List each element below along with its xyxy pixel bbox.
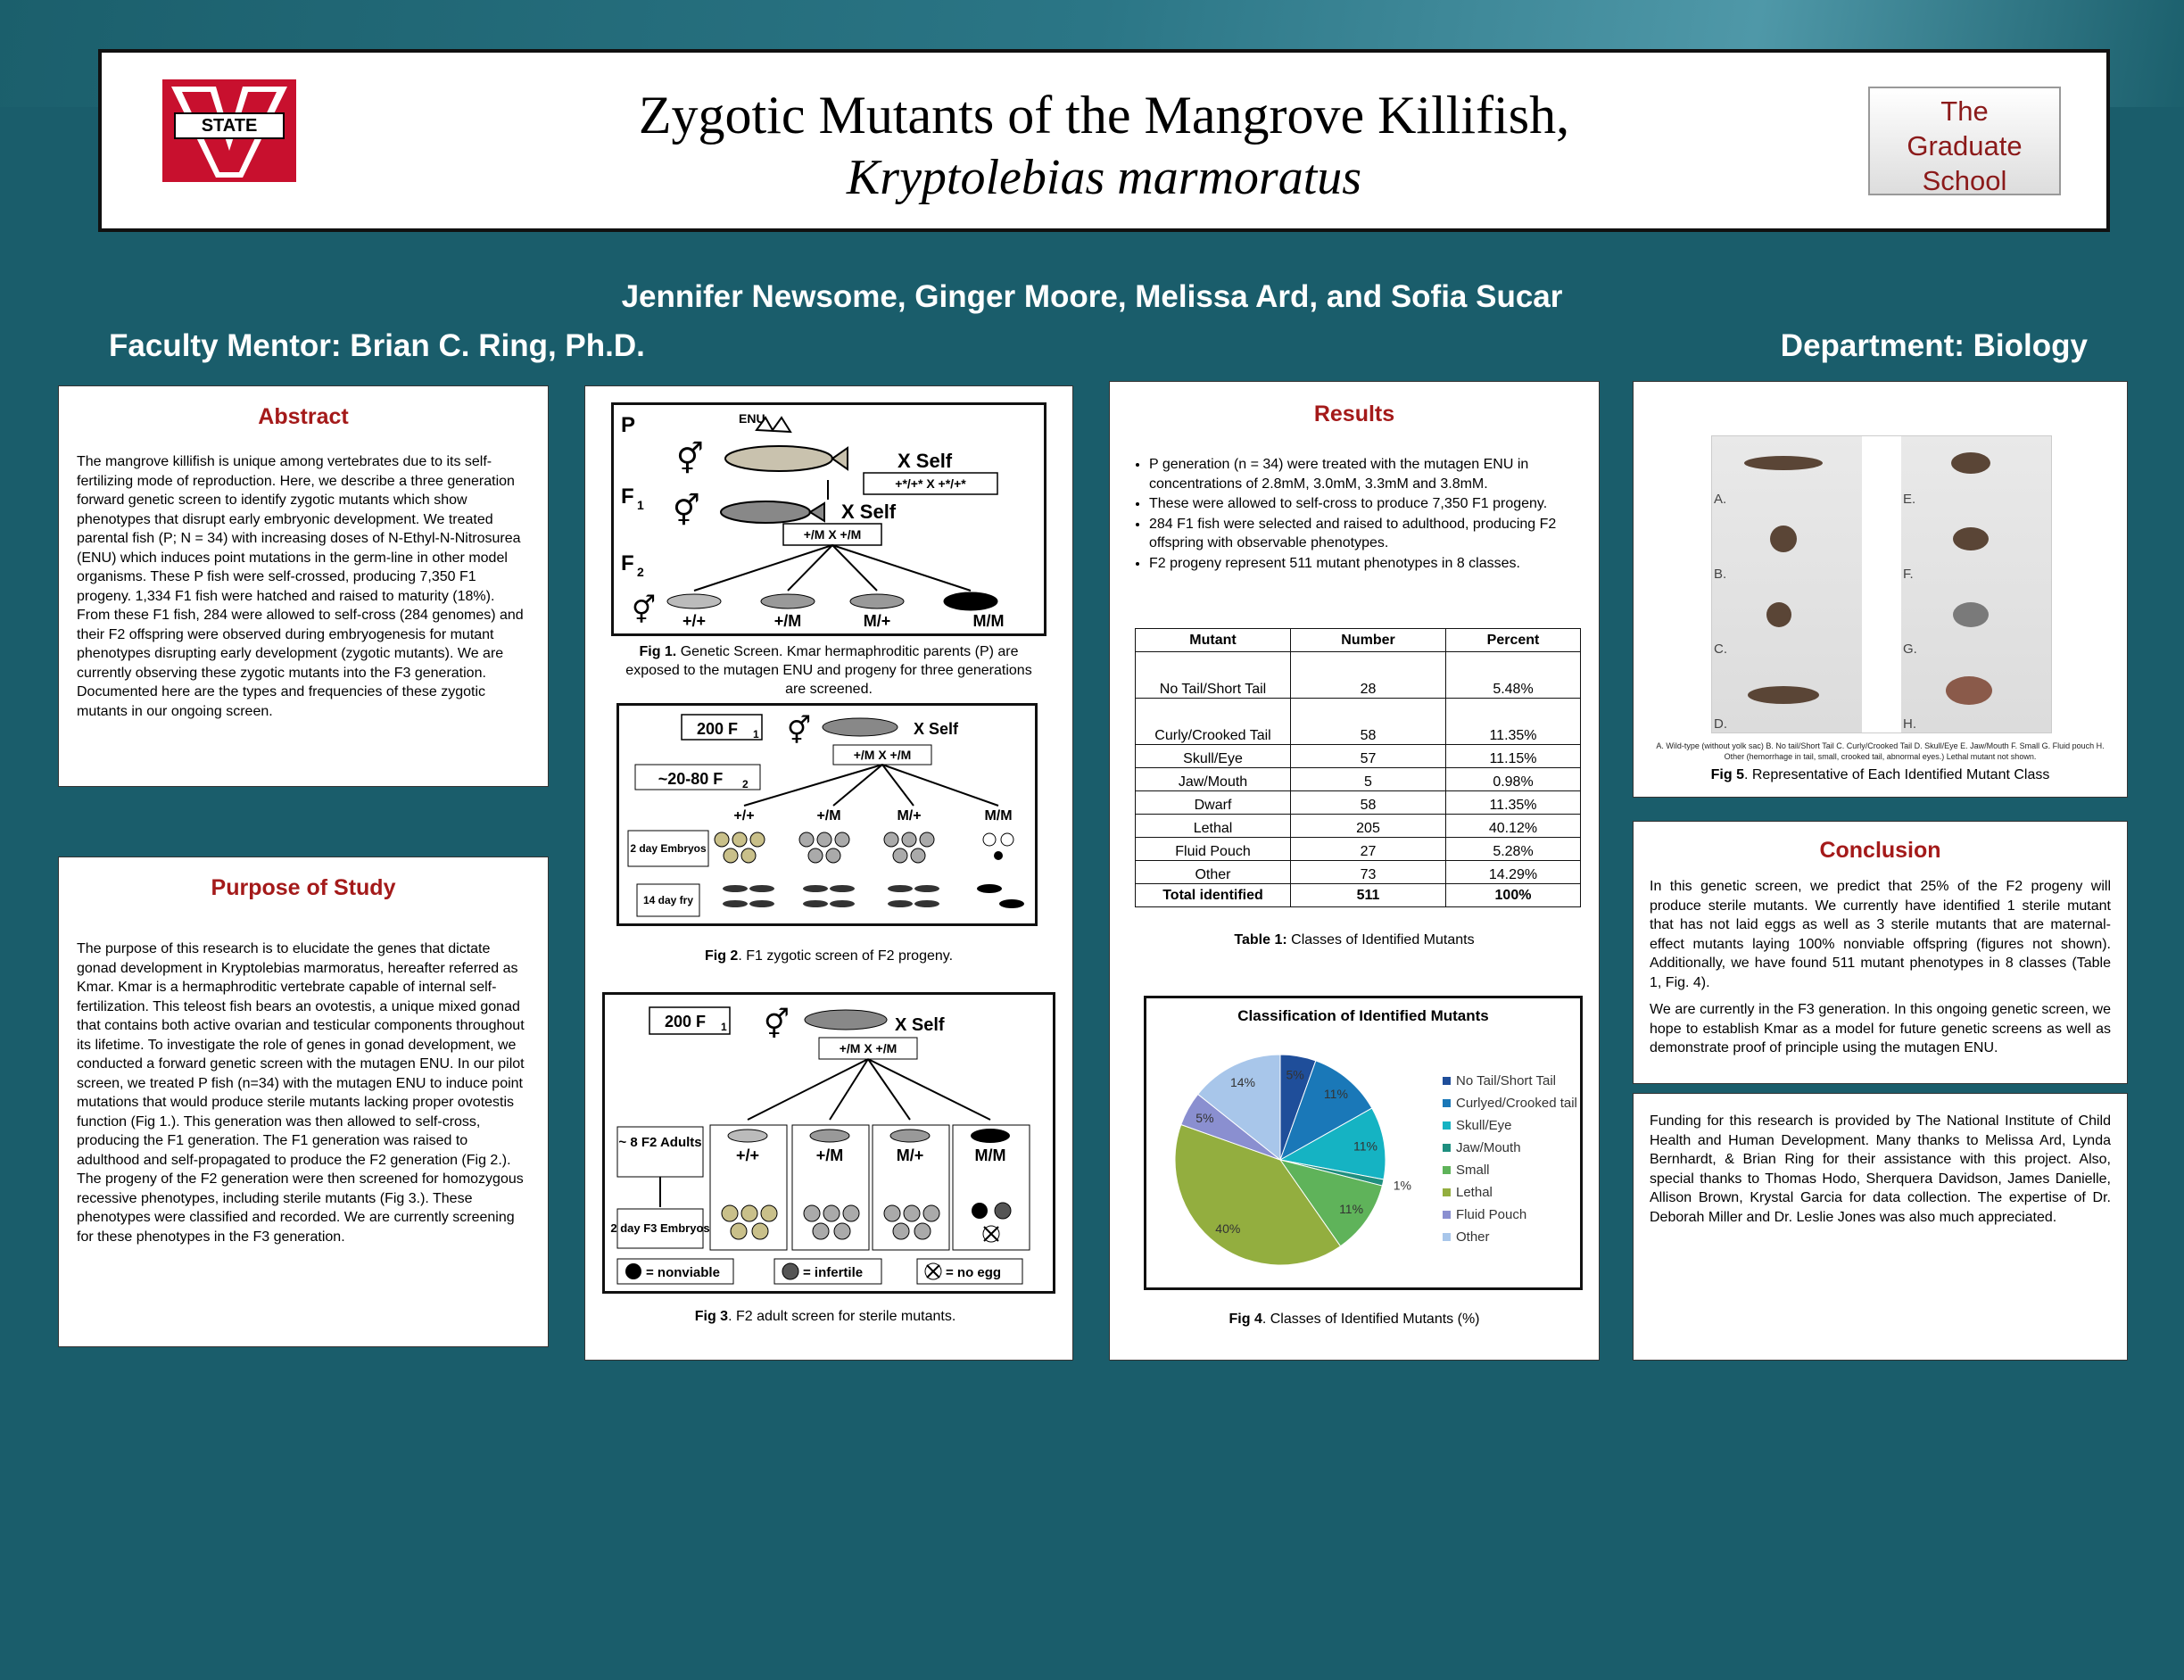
results-bullet-1: • P generation (n = 34) were treated with the mutagen ENU in concentrations of 2.8mM, 3.0mM, 3.3mM and 3.8mM. — [1149, 455, 1584, 493]
fig3-fish-3 — [890, 1130, 930, 1142]
fig1-fish-p-tail — [832, 448, 848, 469]
conclusion-panel — [1633, 821, 2128, 1084]
poster-title-line2: Kryptolebias marmoratus — [846, 150, 1362, 205]
fig1-label-f2: F — [621, 551, 634, 575]
fig5-label-a: A. — [1714, 492, 1727, 507]
fig5-label-b: B. — [1714, 567, 1727, 582]
table-cell-number: 27 — [1291, 838, 1446, 861]
fig2-xself: X Self — [914, 720, 959, 738]
fig3-adult-screen — [602, 992, 1055, 1294]
fig1-hermaphrodite-icon: ⚥ — [676, 443, 704, 476]
table-cell-percent: 11.35% — [1446, 791, 1581, 815]
fig2-geno-1: +/+ — [733, 808, 755, 823]
fig5-photo-grid — [1711, 435, 2052, 733]
fig3-cross: +/M X +/M — [839, 1041, 898, 1055]
legend-label: No Tail/Short Tail — [1456, 1073, 1557, 1088]
fig1-hermaphrodite-icon-3: ⚥ — [632, 596, 657, 625]
fig3-legend-infertile: = infertile — [803, 1265, 864, 1280]
fig3-caption: Fig 3. F2 adult screen for sterile mutants. — [694, 1309, 956, 1324]
results-bullet-2: • These were allowed to self-cross to produce 7,350 F1 progeny. — [1149, 494, 1584, 514]
embryo-h — [1946, 676, 1992, 705]
legend-label: Fluid Pouch — [1456, 1207, 1527, 1222]
fig1-hermaphrodite-icon-2: ⚥ — [673, 494, 700, 528]
legend-entry — [1443, 1070, 1577, 1092]
table-cell-number: 205 — [1291, 815, 1446, 838]
fig1-fish-f2-1 — [667, 594, 721, 608]
table-header-mutant: Mutant — [1136, 629, 1291, 652]
fig1-label-p: P — [621, 413, 636, 437]
embryo-d — [1748, 686, 1819, 704]
fig5-panel — [1633, 381, 2128, 798]
fig3-fish-4 — [971, 1129, 1010, 1143]
fig2-hermaphrodite-icon: ⚥ — [787, 716, 812, 746]
table-total-row — [1136, 884, 1581, 907]
graduate-school-logo — [1868, 87, 2061, 195]
table-cell-mutant: No Tail/Short Tail — [1136, 652, 1291, 699]
fig2-cross: +/M X +/M — [853, 748, 912, 762]
fig1-fish-f2-4 — [944, 592, 997, 610]
fig2-stage1: 2 day Embryos — [630, 842, 707, 855]
pie-data-label-4: 1% — [1393, 1178, 1411, 1193]
legend-entry — [1443, 1137, 1577, 1159]
fig3-adults: ~ 8 F2 Adults — [618, 1135, 702, 1150]
legend-label: Small — [1456, 1163, 1490, 1178]
pie-legend — [1443, 1070, 1577, 1248]
conclusion-p2: We are currently in the F3 generation. In this ongoing genetic screen, we hope to establish Kmar as a model for future genetic screens as well as demonstrate proof of principle using the mutagen ENU. — [1650, 1002, 2111, 1055]
grad-line-3: School — [1922, 165, 2007, 196]
embryo-g — [1953, 602, 1989, 627]
department: Department: Biology — [1780, 328, 2088, 363]
table-cell-percent: 11.35% — [1446, 699, 1581, 745]
fig5-label-h: H. — [1903, 716, 1916, 732]
fig3-geno-2: +/M — [815, 1146, 844, 1164]
table-total-percent: 100% — [1446, 884, 1581, 907]
fig2-branch-1 — [744, 765, 882, 806]
table-cell-number: 58 — [1291, 791, 1446, 815]
table-cell-mutant: Jaw/Mouth — [1136, 768, 1291, 791]
purpose-heading: Purpose of Study — [211, 875, 396, 900]
fig2-geno-3: M/+ — [897, 808, 922, 823]
funding-panel — [1633, 1093, 2128, 1361]
table-total-number: 511 — [1291, 884, 1446, 907]
table-cell-percent: 11.15% — [1446, 745, 1581, 768]
fig2-geno-2: +/M — [816, 808, 841, 823]
embryo-a — [1744, 456, 1823, 470]
table-row — [1136, 652, 1581, 699]
results-bullet-3: • 284 F1 fish were selected and raised to adulthood, producing F2 offspring with observable phenotypes. — [1149, 515, 1584, 553]
fig2-branch-4 — [882, 765, 998, 806]
fig2-embryo-group-1 — [715, 832, 765, 863]
table-cell-mutant: Fluid Pouch — [1136, 838, 1291, 861]
fig1-fish-f2-3 — [850, 594, 904, 608]
fig2-embryo-group-3 — [884, 832, 934, 863]
legend-entry — [1443, 1092, 1577, 1114]
pie-data-label-1: 5% — [1286, 1067, 1304, 1082]
legend-label: Jaw/Mouth — [1456, 1140, 1521, 1155]
fig1-enu-label: ENU — [739, 411, 765, 426]
fig3-geno-3: M/+ — [896, 1146, 924, 1164]
fig2-f1-screen — [616, 703, 1038, 926]
legend-entry — [1443, 1114, 1577, 1137]
table-row — [1136, 745, 1581, 768]
pie-data-label-2: 11% — [1323, 1087, 1348, 1102]
fig1-fish-f1-tail — [810, 503, 824, 521]
table-row — [1136, 768, 1581, 791]
legend-swatch — [1443, 1077, 1451, 1085]
fig1-geno-3: M/+ — [863, 612, 891, 630]
fig1-geno-4: M/M — [972, 612, 1005, 630]
logo-text: STATE — [201, 116, 258, 136]
table-cell-mutant: Lethal — [1136, 815, 1291, 838]
legend-label: Other — [1456, 1229, 1490, 1245]
fig5-label-e: E. — [1903, 492, 1916, 507]
fig3-legend-nonviable: = nonviable — [646, 1265, 720, 1280]
fig1-cross2: +/M X +/M — [803, 527, 862, 542]
legend-swatch — [1443, 1121, 1451, 1130]
fig5-label-f: F. — [1903, 567, 1914, 582]
legend-entry — [1443, 1181, 1577, 1204]
funding-text: Funding for this research is provided by The National Institute of Child Health and Human Development. Many thanks to Melissa Ard, Lynda Bernhardt, & Brian Ring for their assistance with this project. Also, special thanks to Thomas Hodo, Sherquera Davidson, James Danielle, Allison Brown, Krystal Garcia for data collection. The expertise of Dr. Deborah Miller and Dr. Leslie Jones was also much appreciated. — [1650, 1113, 2111, 1225]
legend-entry — [1443, 1226, 1577, 1248]
table-cell-percent: 0.98% — [1446, 768, 1581, 791]
conclusion-heading: Conclusion — [1819, 838, 1941, 863]
legend-label: Skull/Eye — [1456, 1118, 1512, 1133]
table-cell-mutant: Dwarf — [1136, 791, 1291, 815]
legend-entry — [1443, 1204, 1577, 1226]
table-caption: Table 1: Classes of Identified Mutants — [1234, 932, 1475, 948]
fig1-diagram — [614, 405, 1044, 633]
fig3-col-3 — [873, 1125, 949, 1250]
pie-data-label-7: 5% — [1195, 1111, 1214, 1126]
poster-title-line1: Zygotic Mutants of the Mangrove Killifish, — [638, 86, 1570, 145]
fig4-caption: Fig 4. Classes of Identified Mutants (%) — [1228, 1312, 1480, 1327]
fig2-fish — [823, 718, 898, 736]
table-cell-number: 28 — [1291, 652, 1446, 699]
fig3-branch-4 — [868, 1059, 990, 1120]
table-cell-number: 58 — [1291, 699, 1446, 745]
table-row — [1136, 791, 1581, 815]
legend-entry — [1443, 1159, 1577, 1181]
fig3-legend-noegg: = no egg — [946, 1265, 1002, 1280]
table-body — [1136, 652, 1581, 907]
fig2-f1sub: 1 — [753, 728, 759, 741]
fig1-label-f1: F — [621, 484, 634, 509]
fig3-fish-1 — [728, 1130, 767, 1142]
fig1-cross1: +*/+* X +*/+* — [895, 476, 966, 491]
fig1-genetic-screen — [611, 402, 1046, 636]
conclusion-p1: In this genetic screen, we predict that 25% of the F2 progeny will produce sterile mutants. We currently have identified 1 sterile mutant that has not laid eggs as well as 3 sterile mutants that are maternal-effect mutants laying 100% nonviable offspring (figures not shown). Additionally, we have found 511 mutant phenotypes in 8 classes (Table 1, Fig. 4). — [1650, 879, 2111, 990]
table-cell-percent: 40.12% — [1446, 815, 1581, 838]
faculty-mentor: Faculty Mentor: Brian C. Ring, Ph.D. — [109, 328, 645, 363]
results-panel — [1109, 381, 1600, 1361]
fig1-xself-1: X Self — [898, 450, 953, 472]
legend-swatch — [1443, 1144, 1451, 1152]
fig3-geno-1: +/+ — [735, 1146, 760, 1164]
grad-line-1: The — [1940, 95, 1989, 127]
fig3-col-1 — [710, 1125, 787, 1250]
fig1-fish-f1 — [721, 501, 810, 523]
legend-swatch — [1443, 1211, 1451, 1219]
table-cell-number: 5 — [1291, 768, 1446, 791]
fig1-fish-p — [725, 446, 832, 471]
authors: Jennifer Newsome, Ginger Moore, Melissa Ard, and Sofia Sucar — [621, 279, 1563, 314]
pie-data-label-5: 11% — [1339, 1202, 1364, 1217]
fig3-embryos: 2 day F3 Embryos — [610, 1221, 710, 1235]
embryo-b — [1770, 526, 1797, 552]
grad-line-2: Graduate — [1907, 130, 2023, 161]
fig2-embryo-group-4 — [983, 833, 1013, 860]
fig3-f1count: 200 F — [664, 1013, 707, 1030]
fig3-fish-2 — [810, 1130, 849, 1142]
fig3-xself: X Self — [895, 1015, 945, 1035]
fig3-hermaphrodite-icon: ⚥ — [764, 1008, 790, 1040]
fig5-label-d: D. — [1714, 716, 1727, 732]
legend-label: Curlyed/Crooked tail — [1456, 1096, 1577, 1111]
embryo-e — [1951, 452, 1990, 474]
fig3-f1sub: 1 — [721, 1021, 727, 1033]
table-cell-percent: 14.29% — [1446, 861, 1581, 884]
fig3-diagram — [605, 995, 1053, 1291]
fig2-f2count: ~20-80 F — [658, 770, 724, 788]
table-row — [1136, 861, 1581, 884]
fig3-branch-3 — [868, 1059, 910, 1120]
fig2-geno-4: M/M — [984, 808, 1013, 823]
abstract-heading: Abstract — [258, 404, 349, 429]
fig1-xself-2: X Self — [841, 501, 897, 523]
legend-swatch — [1443, 1233, 1451, 1241]
fig5-label-g: G. — [1903, 641, 1917, 657]
abstract-text: The mangrove killifish is unique among vertebrates due to its self-fertilizing mode of reproduction. Here, we describe a three generation forward genetic screen to identify zygotic mutants which show phenotypes that disrupt early embryonic development. We treated parental fish (P; N = 34) with increasing doses of N-Ethyl-N-Nitrosurea (ENU) which induces point mutations in the germ-line in other model organisms. These P fish were self-crossed, producing 7,350 F1 progeny. 1,334 F1 fish were hatched and raised to maturity (18%). From these F1 fish, 284 were allowed to self-cross (284 genomes) and their F2 offspring were observed during embryogenesis for mutant phenotypes disrupting early development (zygotic mutants). We are currently observing these zygotic mutants into the F3 generation. Documented here are the types and frequencies of these zygotic mutants in our ongoing screen. — [77, 454, 524, 719]
fig1-label-f2-sub: 2 — [637, 565, 644, 579]
fig1-geno-1: +/+ — [682, 612, 707, 630]
abstract-panel — [58, 385, 549, 787]
fig3-geno-4: M/M — [974, 1146, 1006, 1164]
table-cell-mutant: Curly/Crooked Tail — [1136, 699, 1291, 745]
fig4-chart-frame — [1144, 996, 1583, 1290]
table-row — [1136, 838, 1581, 861]
pie-data-label-3: 11% — [1353, 1138, 1377, 1154]
table-cell-percent: 5.28% — [1446, 838, 1581, 861]
fig2-embryo-group-2 — [799, 832, 849, 863]
fig2-diagram — [619, 706, 1035, 923]
fig5-embryo-drawings — [1712, 436, 2051, 732]
fig2-stage2: 14 day fry — [642, 894, 694, 906]
fig5-note: A. Wild-type (without yolk sac) B. No tail/Short Tail C. Curly/Crooked Tail D. Skull/Eye E. Jaw/Mouth F. Small G. Fluid pouch H. Other (hemorrhage in tail, small, crooked tail, abnormal eyes.) Lethal mutant not shown. — [1656, 741, 2105, 761]
table-row — [1136, 815, 1581, 838]
purpose-text: The purpose of this research is to elucidate the genes that dictate gonad development in Kryptolebias marmoratus, hereafter referred as Kmar. Kmar is a hermaphroditic vertebrate capable of internal self-fertilization. This teleost fish bears an ovotestis, a unique mixed gonad that contains both active ovarian and testicular components throughout its lifetime. To investigate the role of genes in gonad development, we conducted a forward genetic screen with the mutagen ENU. In our pilot screen, we treated P fish (n=34) with the mutagen ENU to induce point mutations that would produce sterile mutants lacking proper ovotestis function (Fig 1.). This generation was then allowed to self-cross, producing the F1 generation. The F1 generation was raised to adulthood and self-propagated to produce the F2 generation (Fig 2.). The progeny of the F2 generation were then screened for homozygous recessive phenotypes, including sterile mutants (Fig 3.). These phenotypes were classified and recorded. We are currently screening for these phenotypes in the F3 generation. — [77, 941, 525, 1245]
fig2-f1count: 200 F — [696, 720, 739, 738]
fig1-label-f1-sub: 1 — [637, 498, 644, 512]
fig2-f2sub: 2 — [742, 778, 749, 790]
results-heading: Results — [1313, 401, 1395, 426]
fig1-branch-4 — [832, 545, 971, 591]
table-cell-mutant: Other — [1136, 861, 1291, 884]
table-row — [1136, 699, 1581, 745]
table-cell-number: 57 — [1291, 745, 1446, 768]
pie-chart — [1164, 1048, 1411, 1271]
pie-data-label-8: 14% — [1229, 1074, 1256, 1089]
fig3-col-2 — [792, 1125, 869, 1250]
table-cell-percent: 5.48% — [1446, 652, 1581, 699]
results-bullets — [1129, 455, 1584, 574]
legend-swatch — [1443, 1166, 1451, 1174]
fig3-legend-infertile-dot — [782, 1263, 798, 1279]
fig3-branch-1 — [748, 1059, 868, 1120]
title-banner — [98, 49, 2110, 232]
fig1-caption: Fig 1. Genetic Screen. Kmar hermaphroditic parents (P) are exposed to the mutagen ENU and progeny for three generations are screened. — [625, 644, 1032, 697]
table-total-label: Total identified — [1136, 884, 1291, 907]
fig5-label-c: C. — [1714, 641, 1727, 657]
fig1-geno-2: +/M — [774, 612, 802, 630]
purpose-panel — [58, 857, 549, 1347]
legend-label: Lethal — [1456, 1185, 1493, 1200]
table-cell-number: 73 — [1291, 861, 1446, 884]
table-header-percent: Percent — [1446, 629, 1581, 652]
embryo-c — [1766, 602, 1791, 627]
fig2-caption: Fig 2. F1 zygotic screen of F2 progeny. — [704, 948, 954, 964]
table-header-number: Number — [1291, 629, 1446, 652]
mutant-table — [1135, 628, 1581, 907]
chart-title: Classification of Identified Mutants — [1237, 1007, 1489, 1024]
embryo-f — [1953, 527, 1989, 550]
fig5-caption: Fig 5. Representative of Each Identified Mutant Class — [1710, 767, 2050, 782]
fig3-fish — [805, 1010, 887, 1030]
table-cell-mutant: Skull/Eye — [1136, 745, 1291, 768]
fig3-legend-nonviable-dot — [625, 1263, 641, 1279]
fig1-branch-1 — [694, 545, 832, 591]
fig2-branch-2 — [833, 765, 882, 806]
results-bullet-4: • F2 progeny represent 511 mutant phenotypes in 8 classes. — [1149, 554, 1584, 574]
fig2-fry-rows — [723, 884, 1024, 908]
legend-swatch — [1443, 1099, 1451, 1107]
pie-data-label-6: 40% — [1215, 1221, 1241, 1236]
legend-swatch — [1443, 1188, 1451, 1196]
fig1-fish-f2-2 — [761, 594, 815, 608]
